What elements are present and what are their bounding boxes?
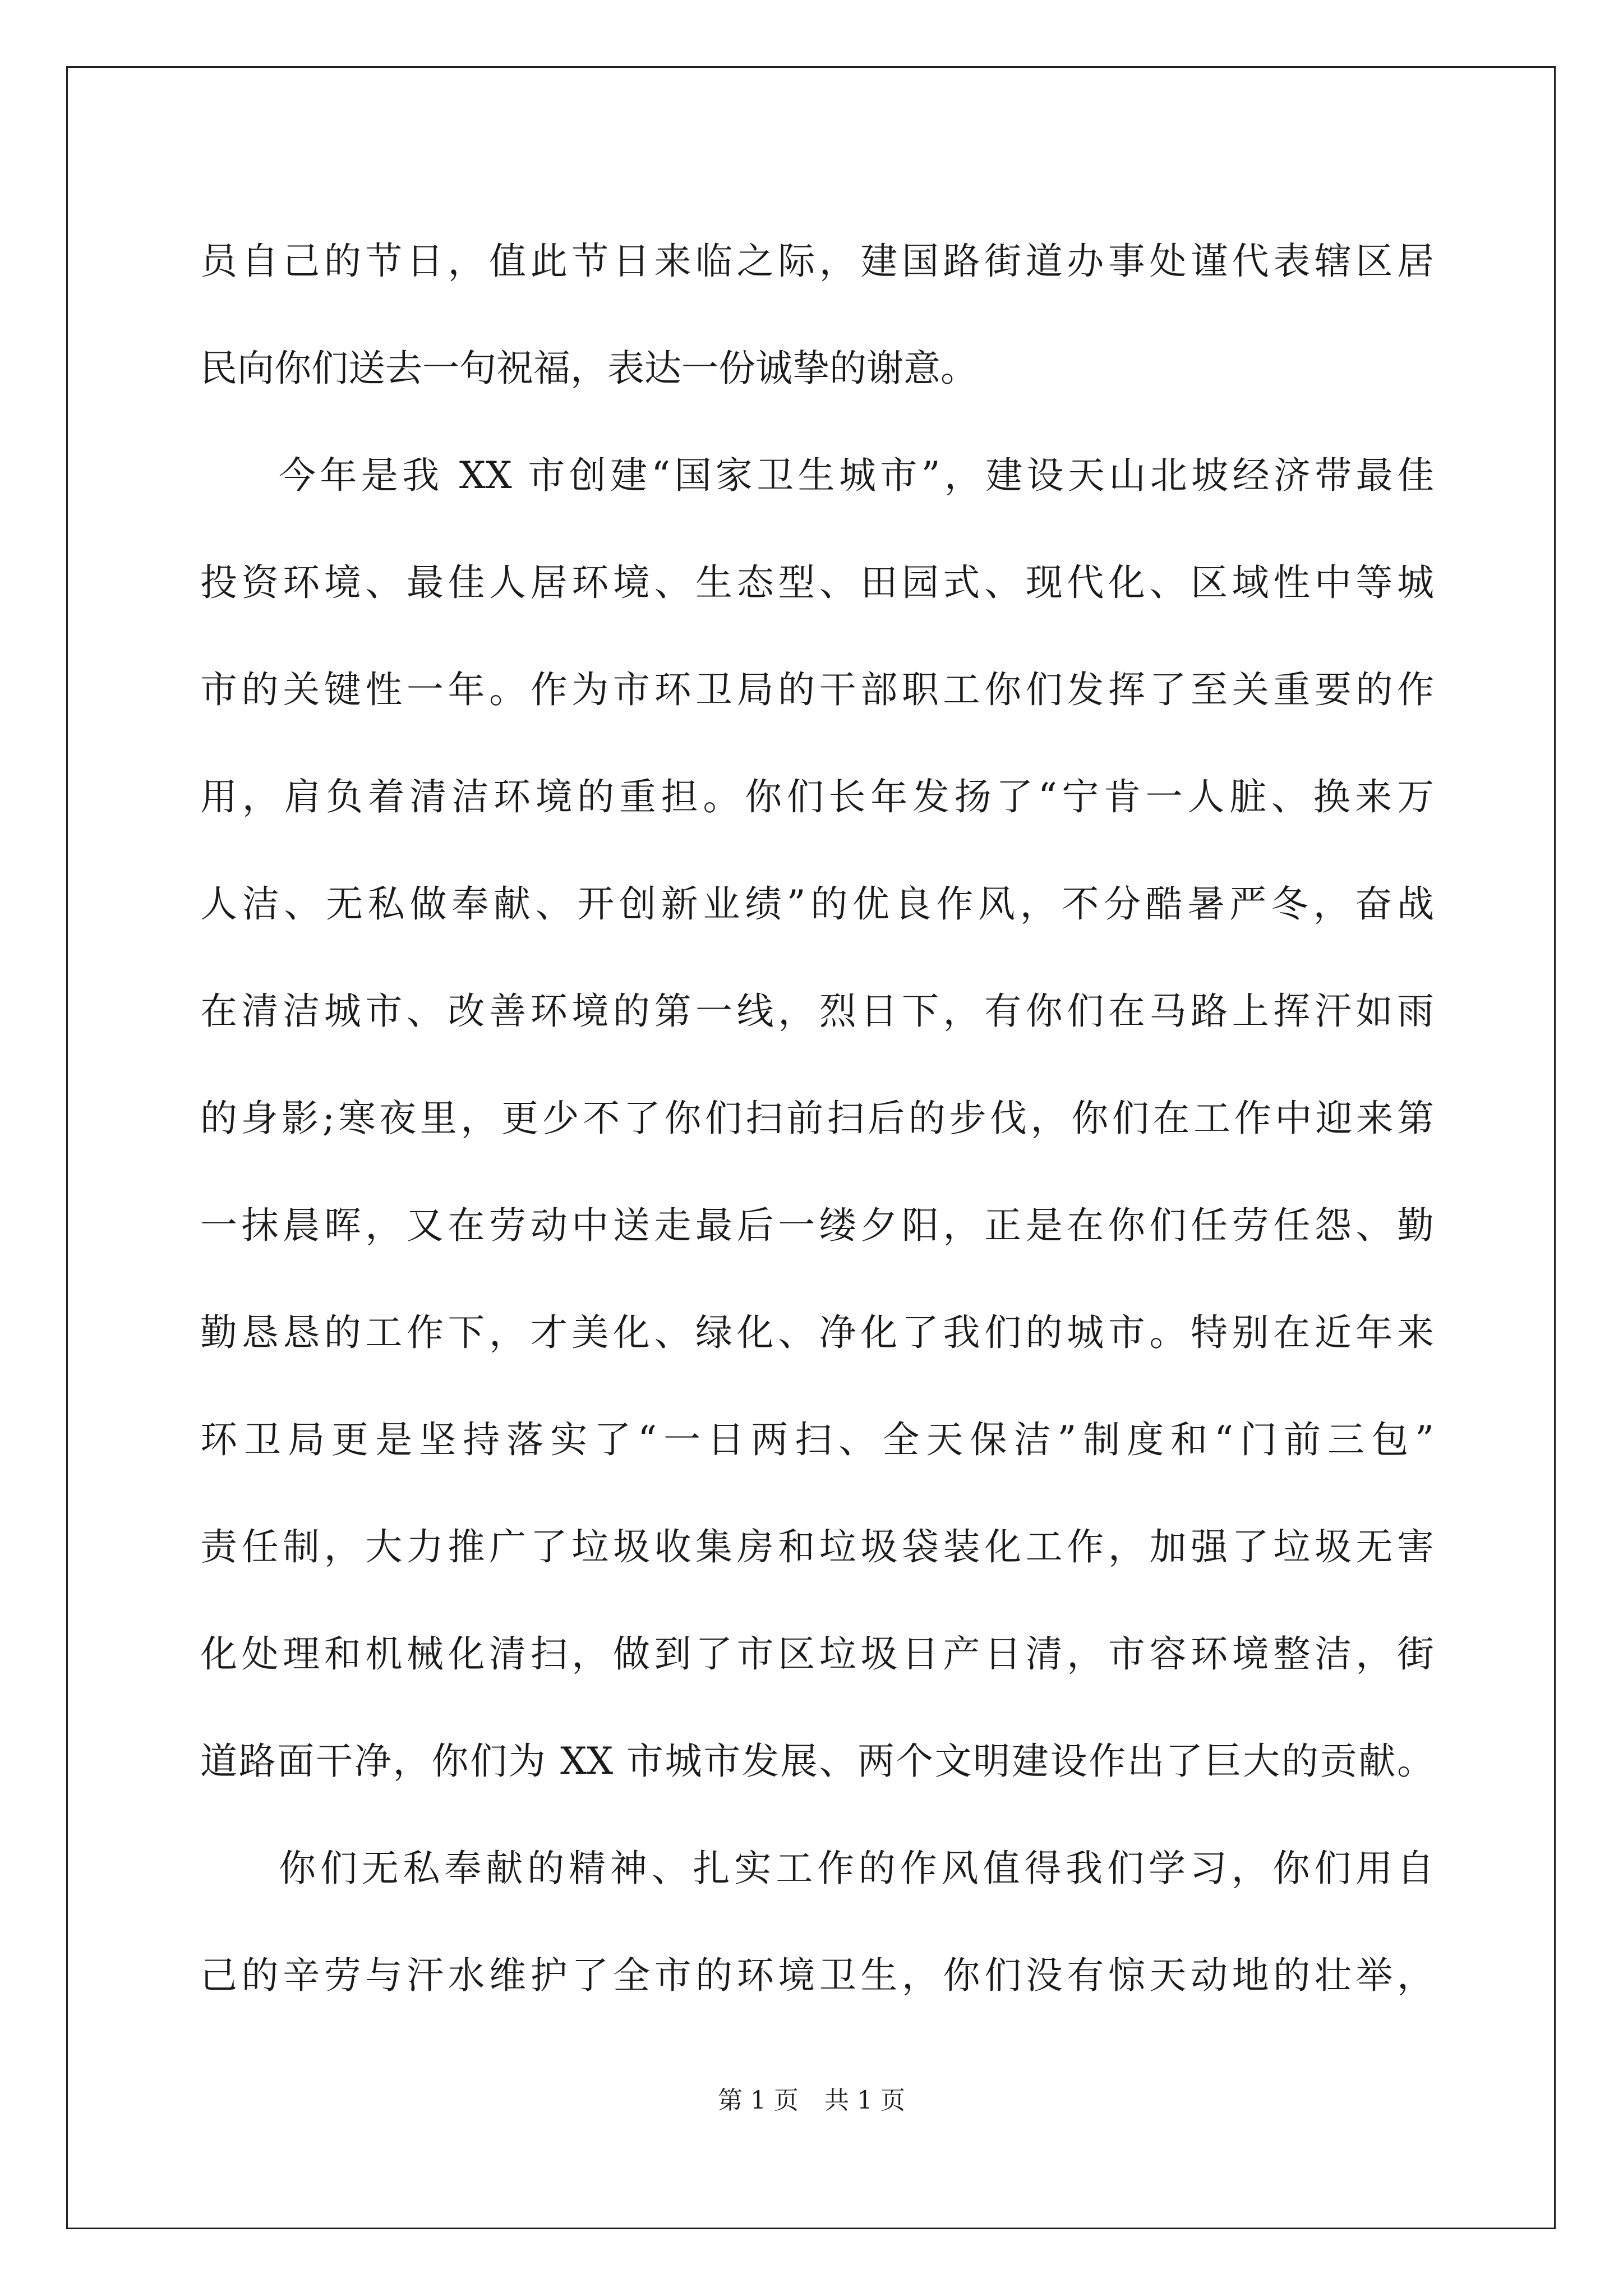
text-line: 用，肩负着清洁环境的重担。你们长年发扬了“宁肯一人脏、换来万 — [200, 775, 1434, 818]
paragraph-start-line: 今年是我 XX 市创建“国家卫生城市”，建设天山北坡经济带最佳 — [279, 454, 1434, 497]
text-line: 市的关键性一年。作为市环卫局的干部职工你们发挥了至关重要的作 — [200, 668, 1434, 711]
text-line: 勤恳恳的工作下，才美化、绿化、净化了我们的城市。特别在近年来 — [200, 1311, 1434, 1354]
text-line: 人洁、无私做奉献、开创新业绩”的优良作风，不分酷暑严冬，奋战 — [200, 882, 1434, 926]
text-line: 民向你们送去一句祝福，表达一份诚挚的谢意。 — [200, 347, 978, 390]
page-number: 第 1 页 — [718, 2086, 799, 2115]
text-line: 环卫局更是坚持落实了“一日两扫、全天保洁”制度和“门前三包” — [200, 1418, 1434, 1461]
document-body — [200, 208, 1434, 2029]
text-line: 己的辛劳与汗水维护了全市的环境卫生，你们没有惊天动地的壮举， — [200, 1954, 1434, 1997]
text-line: 化处理和机械化清扫，做到了市区垃圾日产日清，市容环境整洁，街 — [200, 1632, 1434, 1676]
text-line: 在清洁城市、改善环境的第一线，烈日下，有你们在马路上挥汗如雨 — [200, 990, 1434, 1033]
text-line: 投资环境、最佳人居环境、生态型、田园式、现代化、区域性中等城 — [200, 561, 1434, 604]
text-line: 员自己的节日，值此节日来临之际，建国路街道办事处谨代表辖区居 — [200, 240, 1434, 283]
text-line: 的身影;寒夜里，更少不了你们扫前扫后的步伐，你们在工作中迎来第 — [200, 1097, 1434, 1140]
paragraph-start-line: 你们无私奉献的精神、扎实工作的作风值得我们学习，你们用自 — [279, 1847, 1434, 1890]
page-total: 共 1 页 — [824, 2086, 905, 2115]
page-footer — [0, 2084, 1623, 2118]
text-line: 道路面干净，你们为 XX 市城市发展、两个文明建设作出了巨大的贡献。 — [200, 1740, 1434, 1783]
text-line: 一抹晨晖，又在劳动中送走最后一缕夕阳，正是在你们任劳任怨、勤 — [200, 1204, 1434, 1247]
text-line: 责任制，大力推广了垃圾收集房和垃圾袋装化工作，加强了垃圾无害 — [200, 1525, 1434, 1568]
